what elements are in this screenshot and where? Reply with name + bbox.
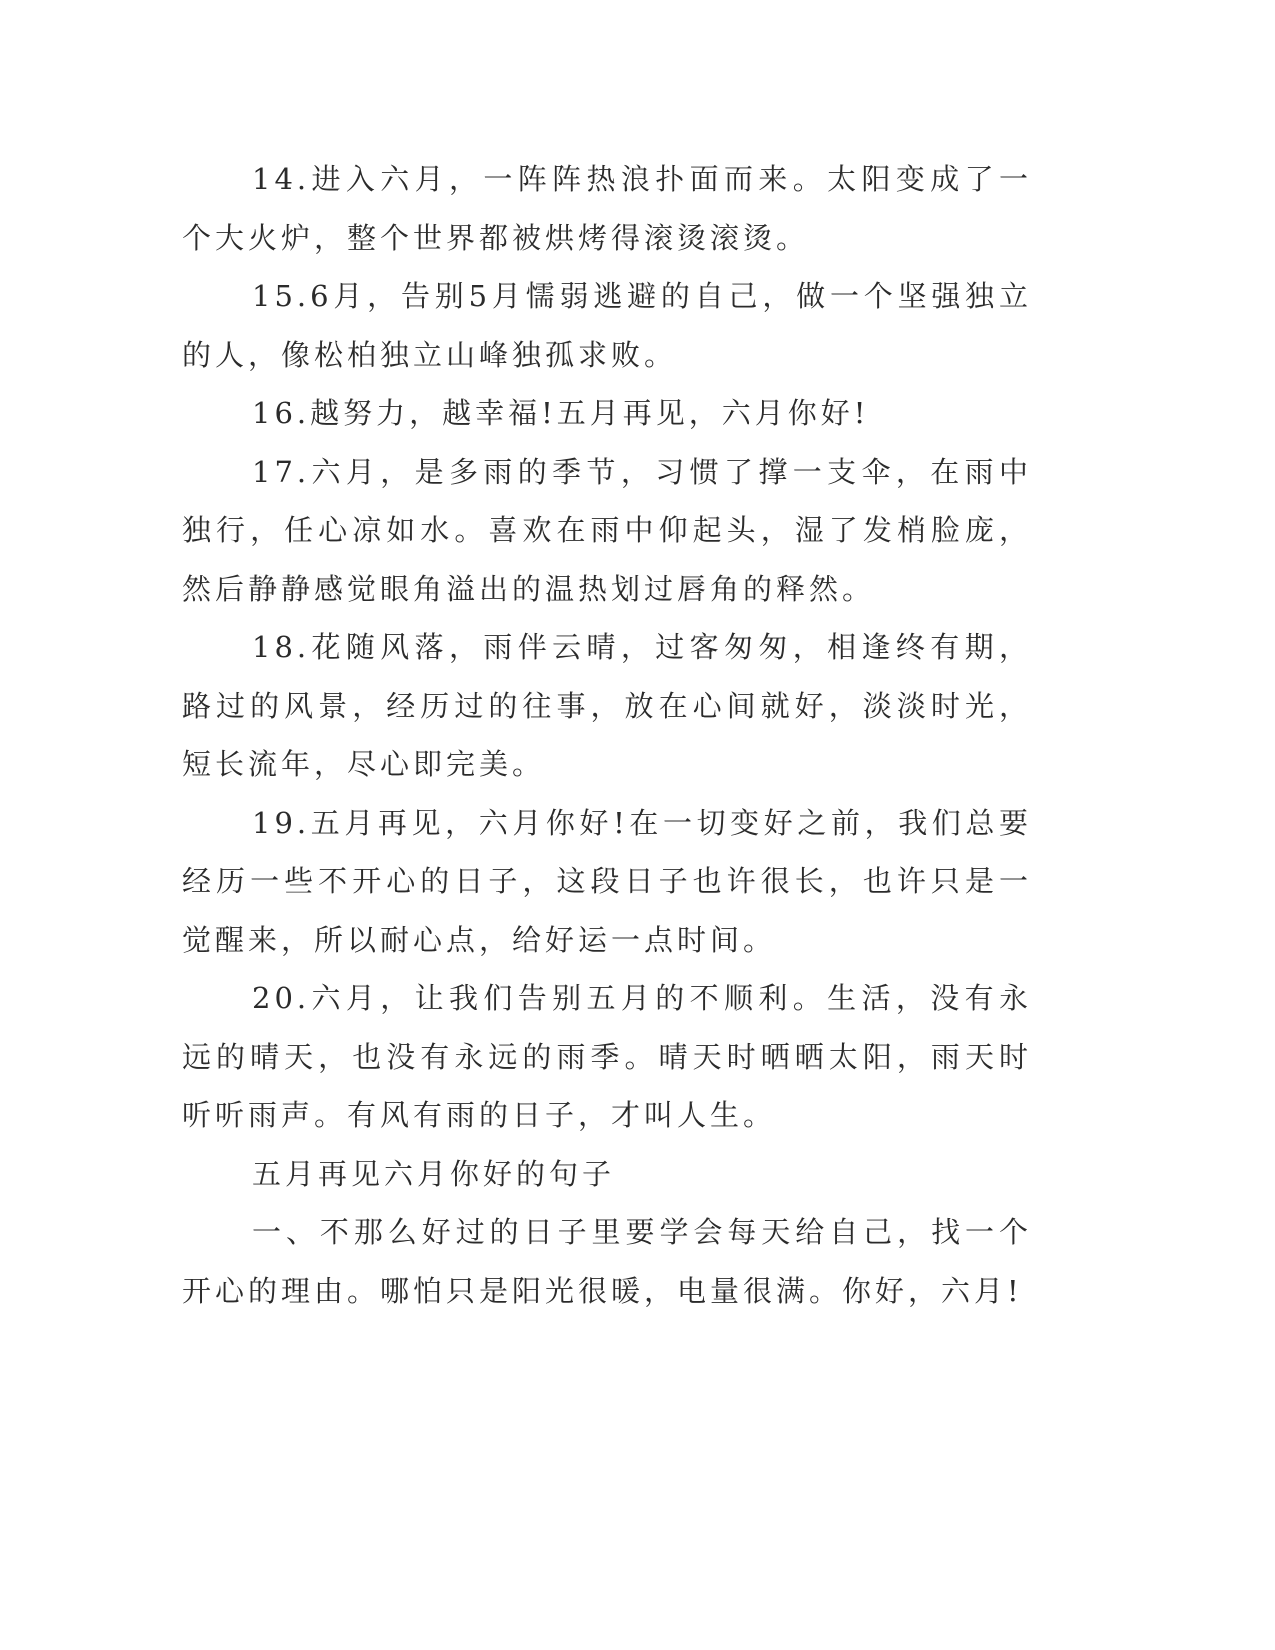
- paragraph-18: 18.花随风落，雨伴云晴，过客匆匆，相逢终有期，路过的风景，经历过的往事，放在心间就好，淡淡时光，短长流年，尽心即完美。: [182, 630, 1032, 781]
- paragraph-14: 14.进入六月，一阵阵热浪扑面而来。太阳变成了一个大火炉，整个世界都被烘烤得滚烫滚烫。: [182, 162, 1032, 255]
- document-page: [182, 150, 1032, 1320]
- paragraph-17: 17.六月，是多雨的季节，习惯了撑一支伞，在雨中独行，任心凉如水。喜欢在雨中仰起头，湿了发梢脸庞，然后静静感觉眼角溢出的温热划过唇角的释然。: [182, 454, 1032, 606]
- paragraph-19: 19.五月再见，六月你好!在一切变好之前，我们总要经历一些不开心的日子，这段日子也许很长，也许只是一觉醒来，所以耐心点，给好运一点时间。: [182, 805, 1032, 957]
- paragraph-15: 15.6月，告别5月懦弱逃避的自己，做一个坚强独立的人，像松柏独立山峰独孤求败。: [182, 279, 1032, 372]
- section-heading: 五月再见六月你好的句子: [252, 1156, 616, 1191]
- paragraph-16: 16.越努力，越幸福!五月再见，六月你好!: [252, 396, 870, 430]
- paragraph-20: 20.六月，让我们告别五月的不顺利。生活，没有永远的晴天，也没有永远的雨季。晴天时晒晒太阳，雨天时听听雨声。有风有雨的日子，才叫人生。: [182, 981, 1032, 1132]
- paragraph-one: 一、不那么好过的日子里要学会每天给自己，找一个开心的理由。哪怕只是阳光很暖，电量很满。你好，六月!: [182, 1215, 1032, 1308]
